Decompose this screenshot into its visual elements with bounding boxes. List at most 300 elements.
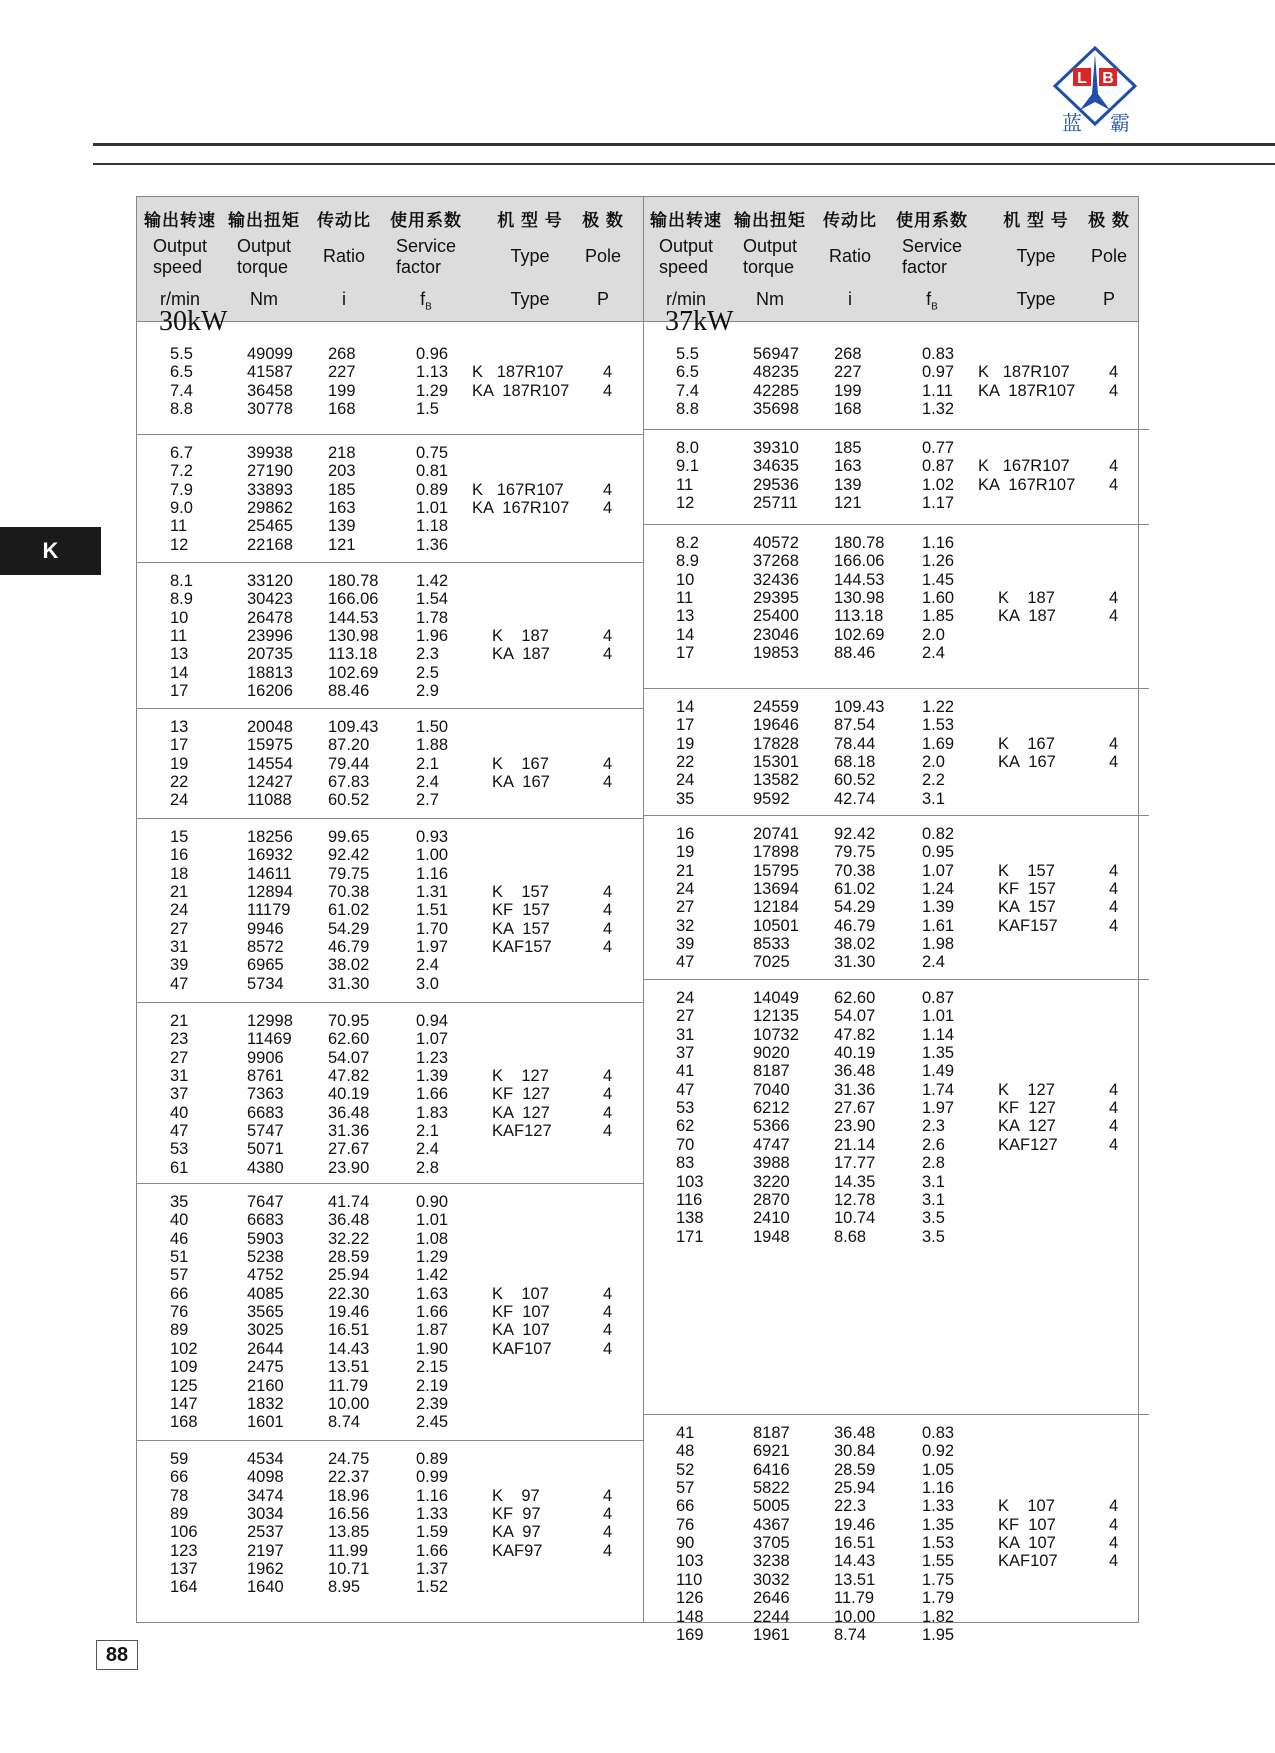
- cell-ratio: 180.78: [328, 572, 379, 590]
- cell-factor: 1.14: [922, 1025, 955, 1044]
- cell-ratio: 54.29: [328, 919, 370, 938]
- cell-speed: 10: [170, 608, 189, 627]
- cell-ratio: 121: [328, 535, 356, 554]
- cell-torque: 10501: [753, 916, 799, 935]
- cell-factor: 1.39: [922, 898, 955, 917]
- cell-speed: 19: [676, 734, 695, 753]
- cell-speed: 6.7: [170, 444, 193, 462]
- cell-factor: 1.54: [416, 590, 449, 609]
- cell-ratio: 139: [328, 517, 356, 536]
- cell-ratio: 67.83: [328, 773, 370, 792]
- cell-speed: 40: [170, 1211, 189, 1230]
- header-en-0: [153, 236, 207, 278]
- cell-ratio: 79.44: [328, 754, 370, 773]
- cell-torque: 33893: [247, 480, 293, 499]
- cell-speed: 7.2: [170, 462, 193, 481]
- cell-torque: 26478: [247, 608, 293, 627]
- cell-factor: 2.4: [416, 1140, 439, 1159]
- type-label: K 187R107: [978, 363, 1070, 382]
- cell-factor: 1.26: [922, 552, 955, 571]
- cell-ratio: 102.69: [834, 625, 885, 644]
- group-separator: [137, 434, 643, 435]
- header-unit-1: Nm: [250, 289, 278, 309]
- cell-speed: 125: [170, 1376, 198, 1395]
- group-separator: [643, 524, 1149, 525]
- header-zh-2: 传动比: [823, 211, 877, 230]
- pole-value: 4: [603, 363, 613, 382]
- header-en-word: Output: [742, 236, 798, 256]
- cell-speed: 89: [170, 1321, 189, 1340]
- pole-value: 4: [603, 1303, 613, 1322]
- cell-factor: 2.4: [922, 953, 945, 972]
- cell-factor: 2.4: [416, 773, 439, 792]
- cell-speed: 5.5: [676, 345, 699, 363]
- cell-torque: 4534: [247, 1450, 284, 1468]
- cell-torque: 2475: [247, 1358, 284, 1377]
- cell-speed: 12: [676, 494, 695, 513]
- cell-ratio: 54.07: [834, 1007, 876, 1026]
- header-zh-5: 极 数: [1088, 211, 1130, 230]
- logo-char-left: 蓝: [1062, 111, 1082, 134]
- cell-torque: 36458: [247, 381, 293, 400]
- header-en-1: [743, 236, 797, 278]
- cell-factor: 2.0: [922, 625, 945, 644]
- cell-ratio: 130.98: [328, 627, 379, 646]
- cell-ratio: 10.74: [834, 1209, 876, 1228]
- type-label: K 167R107: [978, 457, 1070, 476]
- pole-value: 4: [603, 938, 613, 957]
- cell-torque: 16206: [247, 682, 293, 701]
- cell-factor: 2.19: [416, 1376, 449, 1395]
- pole-value: 4: [1109, 607, 1119, 626]
- type-label: KF 157: [492, 901, 550, 920]
- cell-torque: 8187: [753, 1424, 790, 1442]
- cell-speed: 40: [170, 1103, 189, 1122]
- cell-factor: 2.4: [922, 644, 945, 663]
- cell-factor: 1.18: [416, 517, 449, 536]
- cell-torque: 2160: [247, 1376, 284, 1395]
- cell-torque: 5366: [753, 1117, 790, 1136]
- cell-factor: 2.8: [416, 1158, 439, 1177]
- cell-torque: 4380: [247, 1158, 284, 1177]
- cell-speed: 47: [676, 953, 695, 972]
- cell-speed: 57: [676, 1479, 695, 1498]
- cell-speed: 35: [676, 789, 695, 808]
- cell-factor: 1.13: [416, 363, 449, 382]
- cell-speed: 39: [676, 935, 695, 954]
- cell-speed: 83: [676, 1154, 695, 1173]
- cell-ratio: 144.53: [328, 608, 379, 627]
- cell-factor: 1.42: [416, 572, 449, 590]
- cell-speed: 168: [170, 1413, 198, 1432]
- cell-torque: 2410: [753, 1209, 790, 1228]
- cell-ratio: 144.53: [834, 570, 885, 589]
- cell-torque: 4367: [753, 1515, 790, 1534]
- cell-speed: 66: [676, 1497, 695, 1516]
- cell-speed: 123: [170, 1541, 198, 1560]
- cell-factor: 1.23: [416, 1048, 449, 1067]
- cell-torque: 17898: [753, 843, 799, 862]
- header-zh-0: 输出转速: [144, 211, 216, 230]
- header-unit-0: r/min: [160, 289, 200, 309]
- cell-factor: 0.89: [416, 480, 449, 499]
- cell-factor: 1.87: [416, 1321, 449, 1340]
- cell-speed: 22: [676, 753, 695, 772]
- header-unit-3: $f_B$: [420, 289, 432, 313]
- cell-factor: 1.63: [416, 1284, 449, 1303]
- cell-factor: 2.8: [922, 1154, 945, 1173]
- pole-value: 4: [603, 1339, 613, 1358]
- cell-factor: 1.83: [416, 1103, 449, 1122]
- cell-ratio: 109.43: [328, 718, 379, 736]
- header-en-word: Type: [510, 246, 550, 266]
- cell-torque: 12894: [247, 883, 293, 902]
- cell-ratio: 79.75: [328, 864, 370, 883]
- cell-torque: 1640: [247, 1578, 284, 1597]
- cell-speed: 24: [676, 771, 695, 790]
- cell-ratio: 28.59: [834, 1460, 876, 1479]
- cell-factor: 1.97: [416, 938, 449, 957]
- cell-speed: 52: [676, 1460, 695, 1479]
- cell-speed: 76: [170, 1303, 189, 1322]
- cell-factor: 1.07: [922, 861, 955, 880]
- cell-factor: 1.51: [416, 901, 449, 920]
- cell-factor: 1.00: [416, 846, 449, 865]
- cell-ratio: 121: [834, 494, 862, 513]
- cell-factor: 1.96: [416, 627, 449, 646]
- header-en-word: Service: [901, 236, 963, 256]
- cell-speed: 35: [170, 1193, 189, 1211]
- cell-torque: 49099: [247, 345, 293, 363]
- cell-factor: 1.97: [922, 1099, 955, 1118]
- cell-factor: 1.45: [922, 570, 955, 589]
- cell-factor: 1.17: [922, 494, 955, 513]
- cell-factor: 1.52: [416, 1578, 449, 1597]
- cell-torque: 23046: [753, 625, 799, 644]
- table-header: [137, 197, 1138, 322]
- cell-torque: 5747: [247, 1122, 284, 1141]
- pole-value: 4: [603, 1122, 613, 1141]
- cell-torque: 6416: [753, 1460, 790, 1479]
- cell-factor: 1.78: [416, 608, 449, 627]
- cell-torque: 2646: [753, 1589, 790, 1608]
- type-label: KA 167: [492, 773, 550, 792]
- cell-factor: 1.01: [922, 1007, 955, 1026]
- cell-ratio: 36.48: [834, 1062, 876, 1081]
- cell-speed: 37: [170, 1085, 189, 1104]
- cell-torque: 2870: [753, 1190, 790, 1209]
- type-label: K 97: [492, 1486, 540, 1505]
- unit-subscript: B: [931, 301, 938, 313]
- cell-ratio: 109.43: [834, 698, 885, 716]
- cell-speed: 147: [170, 1394, 198, 1413]
- cell-torque: 6212: [753, 1099, 790, 1118]
- cell-torque: 30423: [247, 590, 293, 609]
- cell-ratio: 25.94: [328, 1266, 370, 1285]
- cell-ratio: 10.71: [328, 1560, 370, 1579]
- type-label: KF 107: [998, 1515, 1056, 1534]
- cell-ratio: 61.02: [834, 880, 876, 899]
- cell-speed: 6.5: [170, 363, 193, 382]
- cell-speed: 15: [170, 828, 189, 846]
- cell-ratio: 12.78: [834, 1190, 876, 1209]
- cell-ratio: 185: [834, 439, 862, 457]
- cell-speed: 62: [676, 1117, 695, 1136]
- cell-factor: 1.29: [416, 1248, 449, 1267]
- type-label: K 127: [492, 1067, 549, 1086]
- cell-torque: 8533: [753, 935, 790, 954]
- header-en-2: [323, 246, 365, 267]
- header-zh-2: 传动比: [317, 211, 371, 230]
- pole-value: 4: [1109, 1552, 1119, 1571]
- cell-factor: 0.87: [922, 989, 955, 1007]
- cell-ratio: 31.30: [834, 953, 876, 972]
- pole-value: 4: [1109, 753, 1119, 772]
- cell-ratio: 16.56: [328, 1505, 370, 1524]
- cell-speed: 164: [170, 1578, 198, 1597]
- cell-factor: 1.5: [416, 400, 439, 419]
- cell-torque: 1832: [247, 1394, 284, 1413]
- pole-value: 4: [603, 901, 613, 920]
- cell-factor: 1.70: [416, 919, 449, 938]
- header-en-word: factor: [395, 257, 442, 277]
- header-en-5: [585, 246, 621, 267]
- cell-ratio: 30.84: [834, 1442, 876, 1461]
- cell-torque: 27190: [247, 462, 293, 481]
- cell-speed: 89: [170, 1505, 189, 1524]
- cell-ratio: 40.19: [834, 1044, 876, 1063]
- header-en-word: Pole: [584, 246, 622, 266]
- cell-torque: 2197: [247, 1541, 284, 1560]
- cell-ratio: 8.68: [834, 1227, 867, 1246]
- pole-value: 4: [603, 381, 613, 400]
- cell-torque: 22168: [247, 535, 293, 554]
- cell-factor: 0.75: [416, 444, 449, 462]
- cell-torque: 32436: [753, 570, 799, 589]
- pole-value: 4: [603, 754, 613, 773]
- cell-speed: 24: [170, 901, 189, 920]
- cell-speed: 8.9: [170, 590, 193, 609]
- type-label: KF 127: [492, 1085, 550, 1104]
- cell-torque: 18813: [247, 663, 293, 682]
- cell-ratio: 99.65: [328, 828, 370, 846]
- data-table: [136, 196, 1139, 1644]
- header-zh-5: 极 数: [582, 211, 624, 230]
- header-en-word: Output: [236, 236, 292, 256]
- cell-speed: 22: [170, 773, 189, 792]
- cell-speed: 7.4: [170, 381, 193, 400]
- cell-factor: 1.08: [416, 1229, 449, 1248]
- cell-factor: 2.4: [416, 956, 439, 975]
- cell-torque: 7040: [753, 1080, 790, 1099]
- cell-speed: 169: [676, 1625, 704, 1644]
- cell-ratio: 13.51: [328, 1358, 370, 1377]
- header-en-word: Ratio: [828, 246, 872, 266]
- cell-torque: 6965: [247, 956, 284, 975]
- cell-factor: 1.29: [416, 381, 449, 400]
- cell-factor: 1.90: [416, 1339, 449, 1358]
- header-en-5: [1091, 246, 1127, 267]
- cell-speed: 103: [676, 1172, 704, 1191]
- cell-factor: 1.01: [416, 1211, 449, 1230]
- cell-ratio: 32.22: [328, 1229, 370, 1248]
- cell-speed: 27: [170, 1048, 189, 1067]
- cell-speed: 47: [170, 974, 189, 993]
- cell-factor: 1.01: [416, 499, 449, 518]
- cell-ratio: 47.82: [328, 1067, 370, 1086]
- cell-torque: 3565: [247, 1303, 284, 1322]
- cell-torque: 39310: [753, 439, 799, 457]
- cell-factor: 2.45: [416, 1413, 449, 1432]
- cell-torque: 8761: [247, 1067, 284, 1086]
- cell-factor: 3.1: [922, 789, 945, 808]
- cell-speed: 7.4: [676, 381, 699, 400]
- cell-ratio: 19.46: [328, 1303, 370, 1322]
- cell-ratio: 163: [328, 499, 356, 518]
- cell-factor: 1.32: [922, 400, 955, 419]
- cell-torque: 14049: [753, 989, 799, 1007]
- unit-subscript: B: [425, 301, 432, 313]
- cell-factor: 1.05: [922, 1460, 955, 1479]
- cell-ratio: 130.98: [834, 589, 885, 608]
- cell-speed: 6.5: [676, 363, 699, 382]
- cell-speed: 41: [676, 1062, 695, 1081]
- pole-value: 4: [1109, 381, 1119, 400]
- cell-speed: 137: [170, 1560, 198, 1579]
- cell-ratio: 13.85: [328, 1523, 370, 1542]
- cell-ratio: 139: [834, 475, 862, 494]
- type-label: KAF157: [492, 938, 552, 957]
- pole-value: 4: [603, 1067, 613, 1086]
- cell-factor: 0.95: [922, 843, 955, 862]
- cell-torque: 9592: [753, 789, 790, 808]
- cell-factor: 1.33: [922, 1497, 955, 1516]
- cell-speed: 148: [676, 1607, 704, 1626]
- cell-ratio: 22.3: [834, 1497, 867, 1516]
- cell-ratio: 28.59: [328, 1248, 370, 1267]
- cell-ratio: 70.95: [328, 1012, 370, 1030]
- cell-factor: 2.7: [416, 791, 439, 810]
- header-zh-1: 输出扭矩: [734, 211, 806, 230]
- section-tab-k: K: [0, 527, 101, 575]
- pole-value: 4: [603, 1486, 613, 1505]
- pole-value: 4: [1109, 861, 1119, 880]
- cell-ratio: 8.74: [834, 1625, 867, 1644]
- pole-value: 4: [1109, 1135, 1119, 1154]
- cell-torque: 18256: [247, 828, 293, 846]
- cell-ratio: 227: [834, 363, 862, 382]
- type-label: KF 127: [998, 1099, 1056, 1118]
- cell-ratio: 10.00: [328, 1394, 370, 1413]
- header-en-word: speed: [152, 257, 203, 277]
- cell-torque: 2644: [247, 1339, 284, 1358]
- cell-ratio: 18.96: [328, 1486, 370, 1505]
- cell-torque: 25400: [753, 607, 799, 626]
- type-label: KA 157: [492, 919, 550, 938]
- header-zh-4: 机 型 号: [497, 211, 563, 230]
- cell-torque: 9020: [753, 1044, 790, 1063]
- cell-torque: 12184: [753, 898, 799, 917]
- cell-torque: 37268: [753, 552, 799, 571]
- pole-value: 4: [603, 499, 613, 518]
- cell-ratio: 42.74: [834, 789, 876, 808]
- cell-factor: 0.97: [922, 363, 955, 382]
- cell-factor: 0.77: [922, 439, 955, 457]
- cell-factor: 2.3: [922, 1117, 945, 1136]
- group-separator: [643, 688, 1149, 689]
- cell-speed: 110: [676, 1570, 703, 1589]
- header-en-word: Type: [1016, 246, 1056, 266]
- cell-torque: 11469: [247, 1030, 292, 1049]
- cell-ratio: 22.37: [328, 1468, 370, 1487]
- cell-torque: 3988: [753, 1154, 790, 1173]
- type-label: KA 157: [998, 898, 1056, 917]
- pole-value: 4: [603, 1541, 613, 1560]
- header-en-word: speed: [658, 257, 709, 277]
- cell-speed: 47: [676, 1080, 695, 1099]
- cell-factor: 3.1: [922, 1172, 945, 1191]
- cell-ratio: 16.51: [834, 1534, 876, 1553]
- cell-speed: 10: [676, 570, 695, 589]
- cell-ratio: 70.38: [328, 883, 370, 902]
- center-divider: [643, 197, 644, 1622]
- cell-torque: 8187: [753, 1062, 790, 1081]
- group-separator: [137, 1002, 643, 1003]
- cell-ratio: 24.75: [328, 1450, 370, 1468]
- cell-ratio: 38.02: [328, 956, 370, 975]
- pole-value: 4: [1109, 1117, 1119, 1136]
- header-en-3: [902, 236, 962, 278]
- cell-speed: 17: [170, 736, 189, 755]
- cell-torque: 3034: [247, 1505, 284, 1524]
- cell-ratio: 14.43: [328, 1339, 370, 1358]
- cell-speed: 23: [170, 1030, 189, 1049]
- cell-factor: 1.31: [416, 883, 449, 902]
- cell-factor: 0.96: [416, 345, 449, 363]
- cell-speed: 59: [170, 1450, 189, 1468]
- cell-speed: 12: [170, 535, 189, 554]
- cell-ratio: 38.02: [834, 935, 876, 954]
- cell-torque: 3025: [247, 1321, 284, 1340]
- cell-ratio: 180.78: [834, 534, 885, 552]
- cell-speed: 51: [170, 1248, 189, 1267]
- cell-speed: 19: [170, 754, 189, 773]
- cell-ratio: 68.18: [834, 753, 876, 772]
- cell-factor: 1.39: [416, 1067, 449, 1086]
- cell-factor: 0.93: [416, 828, 449, 846]
- cell-torque: 4098: [247, 1468, 284, 1487]
- cell-speed: 13: [170, 645, 189, 664]
- cell-speed: 13: [170, 718, 189, 736]
- type-label: K 157: [998, 861, 1055, 880]
- cell-torque: 41587: [247, 363, 293, 382]
- page-number: 88: [96, 1640, 138, 1670]
- type-label: K 107: [492, 1284, 549, 1303]
- cell-ratio: 92.42: [834, 825, 876, 843]
- group-separator: [137, 818, 643, 819]
- cell-torque: 3032: [753, 1570, 790, 1589]
- cell-ratio: 36.48: [328, 1103, 370, 1122]
- cell-speed: 21: [170, 883, 189, 902]
- cell-speed: 70: [676, 1135, 695, 1154]
- cell-torque: 15795: [753, 861, 799, 880]
- group-separator: [137, 1440, 643, 1441]
- type-label: KAF157: [998, 916, 1058, 935]
- cell-torque: 33120: [247, 572, 293, 590]
- cell-torque: 1948: [753, 1227, 790, 1246]
- cell-speed: 27: [676, 898, 695, 917]
- cell-speed: 13: [676, 607, 695, 626]
